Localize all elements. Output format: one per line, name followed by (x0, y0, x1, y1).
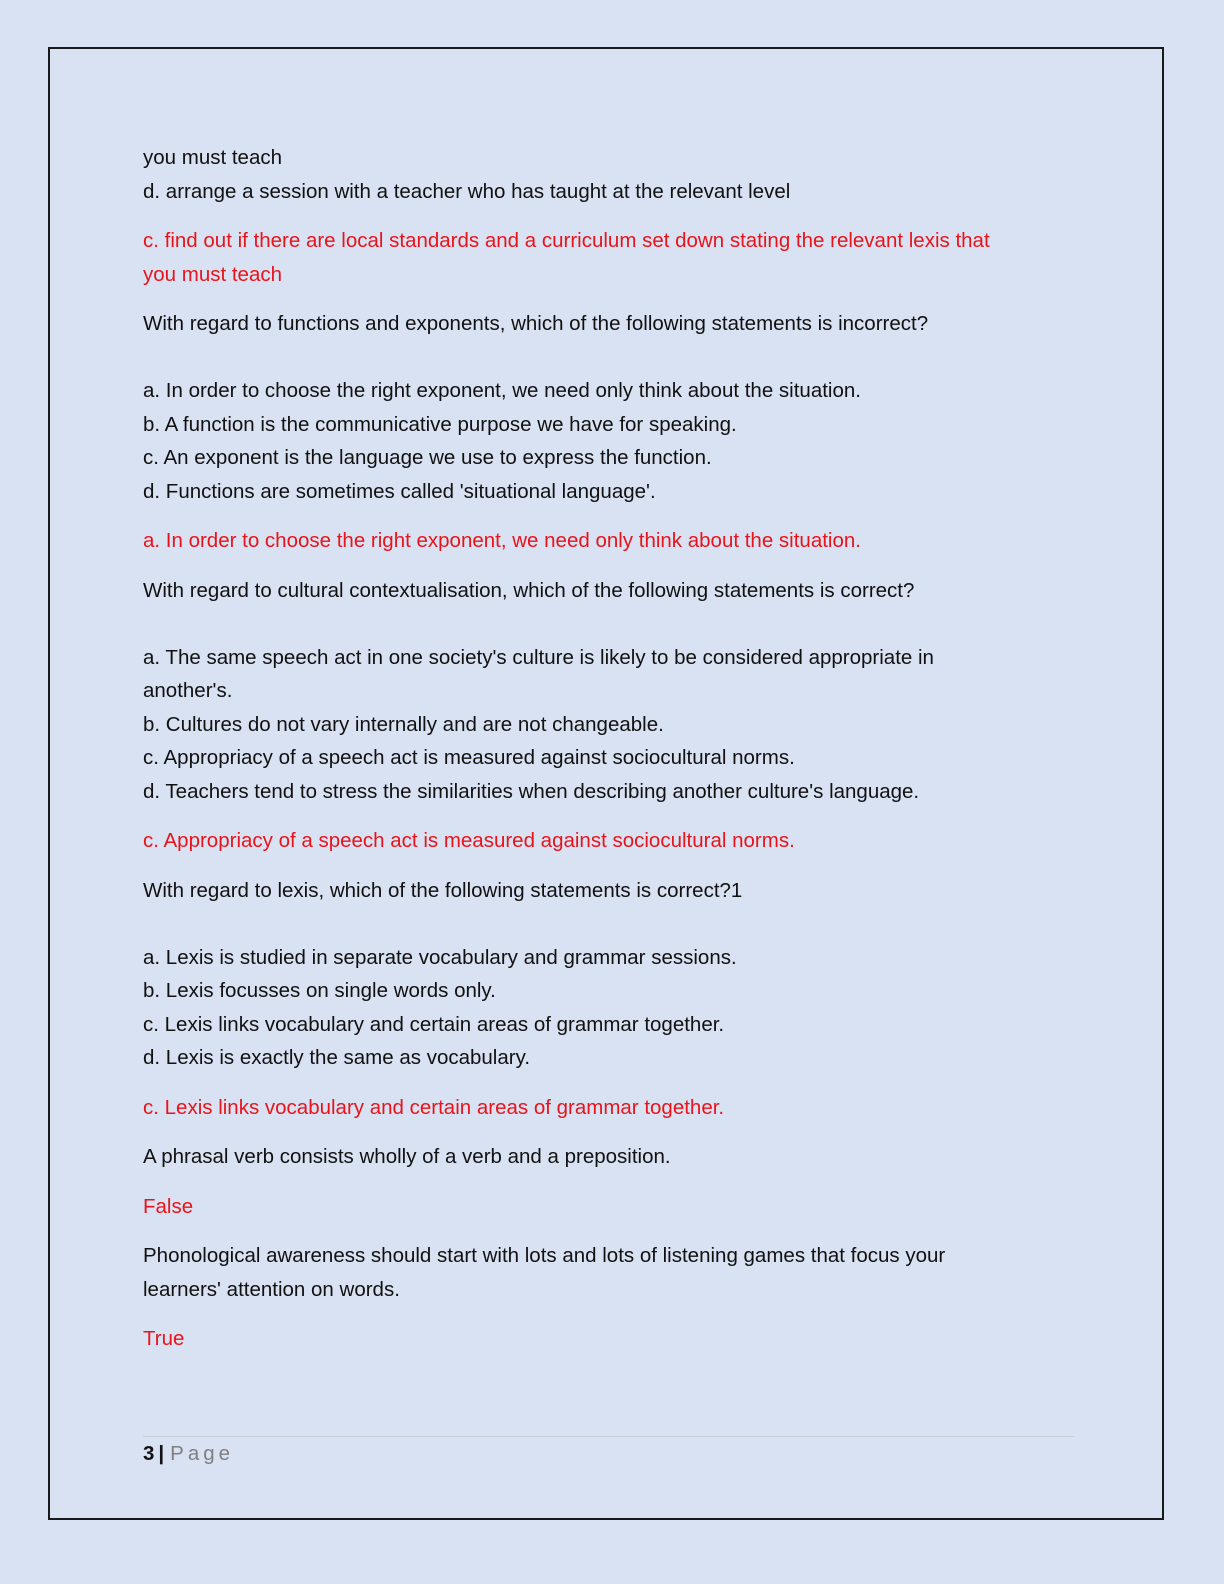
q4-option-d: d. Lexis is exactly the same as vocabulary. (143, 1046, 531, 1069)
document-body (143, 141, 1083, 1356)
q4-option-c: c. Lexis links vocabulary and certain areas of grammar together. (143, 1012, 725, 1036)
answer-1-line-1: c. find out if there are local standards and a curriculum set down stating the relevant lexis that (143, 229, 990, 252)
answer-1-line-2: you must teach (143, 262, 283, 286)
page-label: Page (170, 1442, 235, 1465)
page-number: 3 (143, 1442, 155, 1465)
question-6-line-1: Phonological awareness should start with lots and lots of listening games that focus your (143, 1244, 946, 1267)
question-5: A phrasal verb consists wholly of a verb and a preposition. (143, 1145, 671, 1168)
page-footer (143, 1440, 234, 1468)
q2-option-d: d. Functions are sometimes called 'situational language'. (143, 479, 656, 503)
q3-answer: c. Appropriacy of a speech act is measured against sociocultural norms. (143, 829, 795, 852)
q2-option-b: b. A function is the communicative purpose we have for speaking. (143, 412, 737, 436)
q3-option-d: d. Teachers tend to stress the similarities when describing another culture's language. (143, 779, 920, 803)
question-4: With regard to lexis, which of the following statements is correct?1 (143, 878, 743, 902)
q4-option-b: b. Lexis focusses on single words only. (143, 979, 496, 1002)
footer-separator: | (158, 1442, 165, 1465)
q2-answer: a. In order to choose the right exponent, we need only think about the situation. (143, 529, 861, 552)
question-3: With regard to cultural contextualisation, which of the following statements is correct? (143, 578, 915, 602)
footer-divider (143, 1436, 1074, 1437)
q4-answer: c. Lexis links vocabulary and certain areas of grammar together. (143, 1095, 725, 1119)
continued-text-line: you must teach (143, 146, 283, 169)
continued-option-d: d. arrange a session with a teacher who has taught at the relevant level (143, 179, 791, 203)
q2-option-a: a. In order to choose the right exponent, we need only think about the situation. (143, 379, 861, 402)
q6-answer: True (143, 1327, 185, 1350)
q2-option-c: c. An exponent is the language we use to express the function. (143, 446, 712, 469)
q3-option-b: b. Cultures do not vary internally and are not changeable. (143, 712, 664, 736)
question-2: With regard to functions and exponents, which of the following statements is incorrect? (143, 312, 929, 335)
q3-option-a: a. The same speech act in one society's culture is likely to be considered appropriate in (143, 645, 934, 669)
q4-option-a: a. Lexis is studied in separate vocabulary and grammar sessions. (143, 945, 737, 969)
q3-option-a-cont: another's. (143, 679, 233, 702)
q5-answer: False (143, 1194, 194, 1218)
question-6-line-2: learners' attention on words. (143, 1277, 400, 1301)
q3-option-c: c. Appropriacy of a speech act is measured against sociocultural norms. (143, 746, 795, 769)
